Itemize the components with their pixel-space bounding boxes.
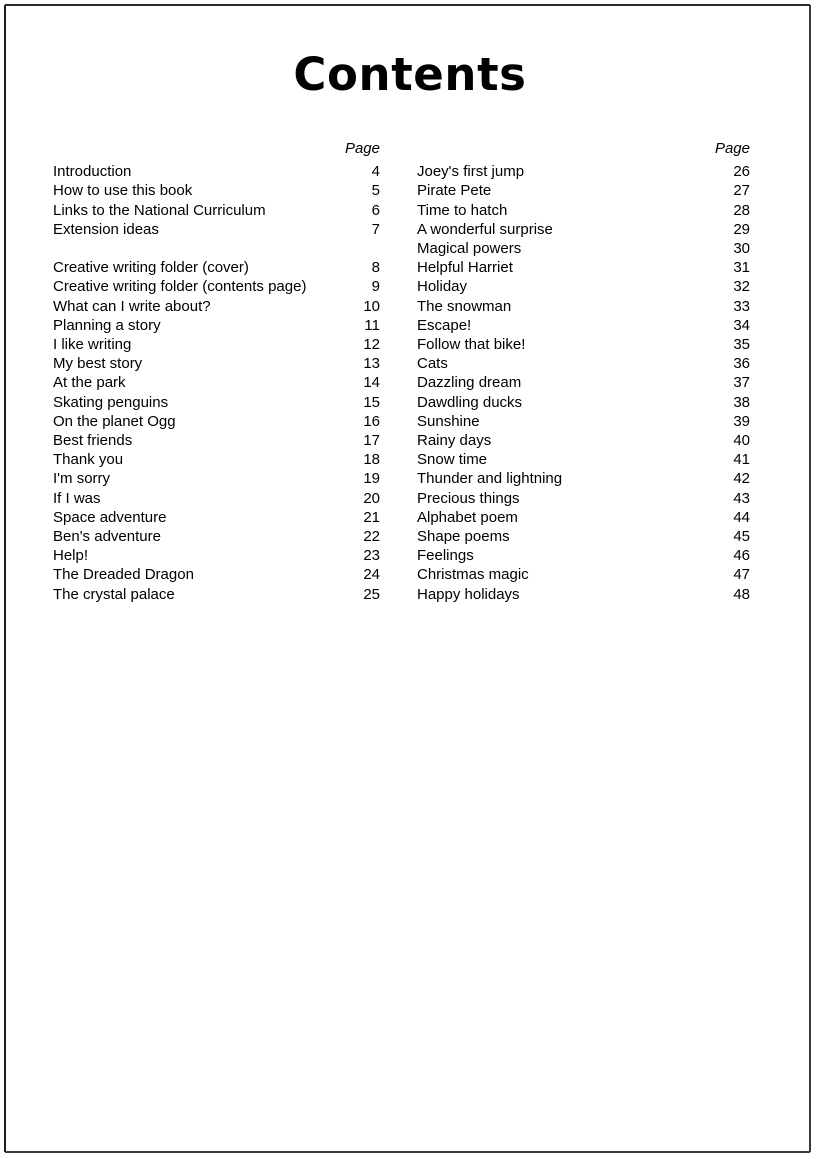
toc-entry-title[interactable]: Feelings [417, 547, 474, 565]
toc-entry-page-number: 23 [363, 547, 380, 565]
toc-entry-title[interactable]: How to use this book [53, 182, 193, 200]
toc-entry-page-number: 15 [363, 393, 380, 411]
toc-entry-row[interactable] [53, 354, 380, 373]
toc-entry-row[interactable] [53, 546, 380, 565]
toc-entry-page-number: 34 [733, 316, 750, 334]
toc-entry-row[interactable] [53, 181, 380, 200]
toc-entry-title[interactable]: Thank you [53, 451, 124, 469]
toc-entry-row[interactable] [53, 412, 380, 431]
toc-entry-row[interactable] [417, 489, 750, 508]
toc-entry-title[interactable]: I like writing [53, 336, 132, 354]
toc-entry-page-number: 36 [733, 355, 750, 373]
toc-entry-title[interactable]: Joey's first jump [417, 163, 525, 181]
toc-entry-page-number: 20 [363, 489, 380, 507]
toc-entry-page-number: 37 [733, 374, 750, 392]
toc-entry-title[interactable]: Precious things [417, 489, 520, 507]
toc-entry-title[interactable]: Time to hatch [417, 201, 508, 219]
toc-entry-page-number: 32 [733, 278, 750, 296]
toc-entry-title[interactable]: Thunder and lightning [417, 470, 563, 488]
toc-entry-title[interactable]: Dazzling dream [417, 374, 522, 392]
toc-entry-title[interactable]: Extension ideas [53, 220, 159, 238]
toc-body-left [53, 162, 380, 604]
toc-entry-page-number: 14 [363, 374, 380, 392]
toc-entry-title[interactable]: At the park [53, 374, 126, 392]
toc-entry-title[interactable]: Happy holidays [417, 585, 520, 603]
toc-entry-page-number: 47 [733, 566, 750, 584]
toc-entry-page-number: 35 [733, 336, 750, 354]
toc-entry-row[interactable] [53, 469, 380, 488]
toc-entry-page-number: 10 [363, 297, 380, 315]
toc-entry-page-number: 33 [733, 297, 750, 315]
toc-entry-page-number: 39 [733, 412, 750, 430]
toc-entry-title[interactable]: Alphabet poem [417, 508, 518, 526]
page-border-top [5, 4, 810, 6]
toc-entry-title[interactable]: Links to the National Curriculum [53, 201, 266, 219]
page-border-right [809, 5, 811, 1152]
toc-entry-row[interactable] [417, 373, 750, 392]
toc-entry-page-number: 8 [371, 259, 380, 277]
toc-entry-title[interactable]: A wonderful surprise [417, 220, 553, 238]
toc-entry-page-number: 12 [363, 336, 380, 354]
toc-group-spacer-cell [53, 239, 380, 258]
toc-entry-title[interactable]: Introduction [53, 163, 132, 181]
toc-entry-page-number: 19 [363, 470, 380, 488]
toc-entry-row[interactable] [417, 354, 750, 373]
toc-entry-row[interactable] [53, 220, 380, 239]
toc-entry-page-number: 41 [733, 451, 750, 469]
toc-entry-row[interactable] [417, 258, 750, 277]
toc-entry-page-number: 5 [371, 182, 380, 200]
toc-entry-row[interactable] [53, 316, 380, 335]
toc-entry-page-number: 26 [733, 163, 750, 181]
toc-entry-title[interactable]: Holiday [417, 278, 468, 296]
toc-entry-page-number: 46 [733, 547, 750, 565]
toc-entry-row[interactable] [417, 546, 750, 565]
contents-column-right [417, 139, 750, 604]
toc-entry-row[interactable] [417, 297, 750, 316]
toc-entry-title[interactable]: The Dreaded Dragon [53, 566, 194, 584]
toc-entry-title[interactable]: What can I write about? [53, 297, 211, 315]
toc-entry-page-number: 28 [733, 201, 750, 219]
toc-entry-row[interactable] [417, 162, 750, 181]
toc-entry-row[interactable] [53, 258, 380, 277]
page-column-header-right: Page [714, 140, 750, 157]
toc-entry-page-number: 43 [733, 489, 750, 507]
toc-table-right [417, 162, 750, 604]
toc-entry-row[interactable] [53, 297, 380, 316]
page-border-left [4, 5, 6, 1152]
toc-entry-page-number: 22 [363, 528, 380, 546]
toc-entry-title[interactable]: Best friends [53, 432, 133, 450]
toc-entry-page-number: 13 [363, 355, 380, 373]
toc-entry-title[interactable]: Rainy days [417, 432, 492, 450]
toc-entry-page-number: 31 [733, 259, 750, 277]
toc-entry-row[interactable] [417, 469, 750, 488]
toc-entry-title[interactable]: Dawdling ducks [417, 393, 523, 411]
toc-entry-title[interactable]: Planning a story [53, 316, 161, 334]
toc-entry-row[interactable] [417, 527, 750, 546]
toc-entry-page-number: 9 [371, 278, 380, 296]
toc-entry-title[interactable]: Cats [417, 355, 448, 373]
toc-entry-page-number: 11 [364, 316, 380, 334]
toc-group-spacer [53, 239, 380, 258]
toc-entry-row[interactable] [417, 412, 750, 431]
toc-entry-row[interactable] [53, 489, 380, 508]
toc-entry-page-number: 48 [733, 585, 750, 603]
toc-entry-row[interactable] [53, 162, 380, 181]
page-title: Contents [293, 48, 527, 101]
toc-entry-row[interactable] [417, 181, 750, 200]
toc-entry-row[interactable] [417, 335, 750, 354]
toc-entry-title[interactable]: Escape! [417, 316, 472, 334]
toc-entry-row[interactable] [417, 201, 750, 220]
toc-entry-title[interactable]: Skating penguins [53, 393, 169, 411]
toc-entry-page-number: 29 [733, 220, 750, 238]
toc-entry-title[interactable]: Shape poems [417, 528, 510, 546]
page-column-header-left: Page [344, 140, 380, 157]
toc-entry-row[interactable] [417, 450, 750, 469]
toc-entry-row[interactable] [417, 565, 750, 584]
toc-entry-row[interactable] [417, 508, 750, 527]
toc-entry-title[interactable]: Creative writing folder (cover) [53, 259, 249, 277]
toc-entry-row[interactable] [417, 393, 750, 412]
toc-entry-title[interactable]: Sunshine [417, 412, 480, 430]
toc-entry-row[interactable] [53, 585, 380, 604]
toc-entry-title[interactable]: Snow time [417, 451, 488, 469]
toc-entry-page-number: 27 [733, 182, 750, 200]
toc-entry-row[interactable] [417, 316, 750, 335]
toc-entry-page-number: 40 [733, 432, 750, 450]
toc-entry-page-number: 44 [733, 508, 750, 526]
toc-body-right [417, 162, 750, 604]
toc-entry-title[interactable]: Christmas magic [417, 566, 529, 584]
toc-entry-title[interactable]: Space adventure [53, 508, 167, 526]
toc-entry-title[interactable]: Magical powers [417, 240, 522, 257]
toc-entry-row[interactable] [417, 220, 750, 239]
toc-entry-row[interactable] [417, 431, 750, 450]
toc-entry-title[interactable]: My best story [53, 355, 143, 373]
toc-entry-row[interactable] [417, 239, 750, 258]
toc-entry-row[interactable] [53, 431, 380, 450]
toc-entry-row[interactable] [417, 585, 750, 604]
toc-entry-page-number: 24 [363, 566, 380, 584]
toc-entry-title[interactable]: Pirate Pete [417, 182, 492, 200]
toc-entry-row[interactable] [53, 335, 380, 354]
toc-entry-row[interactable] [417, 277, 750, 296]
toc-entry-page-number: 42 [733, 470, 750, 488]
toc-entry-title[interactable]: The snowman [417, 297, 512, 315]
toc-entry-row[interactable] [53, 508, 380, 527]
toc-entry-page-number: 21 [363, 508, 380, 526]
toc-entry-row[interactable] [53, 450, 380, 469]
toc-entry-page-number: 4 [371, 163, 380, 181]
toc-entry-page-number: 6 [371, 201, 380, 219]
toc-entry-page-number: 38 [733, 393, 750, 411]
toc-entry-title[interactable]: The crystal palace [53, 585, 175, 603]
toc-entry-title[interactable]: On the planet Ogg [53, 412, 176, 430]
toc-entry-page-number: 17 [363, 432, 380, 450]
toc-entry-page-number: 45 [733, 528, 750, 546]
toc-entry-row[interactable] [53, 393, 380, 412]
toc-entry-row[interactable] [53, 201, 380, 220]
toc-entry-row[interactable] [53, 277, 380, 296]
toc-entry-title[interactable]: Creative writing folder (contents page) [53, 278, 307, 296]
toc-entry-page-number: 7 [371, 220, 380, 238]
toc-entry-page-number: 16 [363, 412, 380, 430]
toc-entry-page-number: 30 [733, 240, 750, 257]
toc-entry-title[interactable]: I'm sorry [53, 470, 111, 488]
toc-table-left [53, 162, 380, 604]
toc-entry-title[interactable]: Helpful Harriet [417, 259, 513, 277]
contents-column-left [53, 139, 380, 604]
toc-entry-row[interactable] [53, 565, 380, 584]
toc-entry-row[interactable] [53, 373, 380, 392]
toc-entry-row[interactable] [53, 527, 380, 546]
toc-entry-page-number: 18 [363, 451, 380, 469]
toc-entry-title[interactable]: If I was [53, 489, 101, 507]
toc-entry-title[interactable]: Ben's adventure [53, 528, 161, 546]
toc-entry-title[interactable]: Help! [53, 547, 89, 565]
toc-entry-title[interactable]: Follow that bike! [417, 336, 526, 354]
toc-entry-page-number: 25 [363, 585, 380, 603]
page-border-bottom [5, 1151, 810, 1153]
